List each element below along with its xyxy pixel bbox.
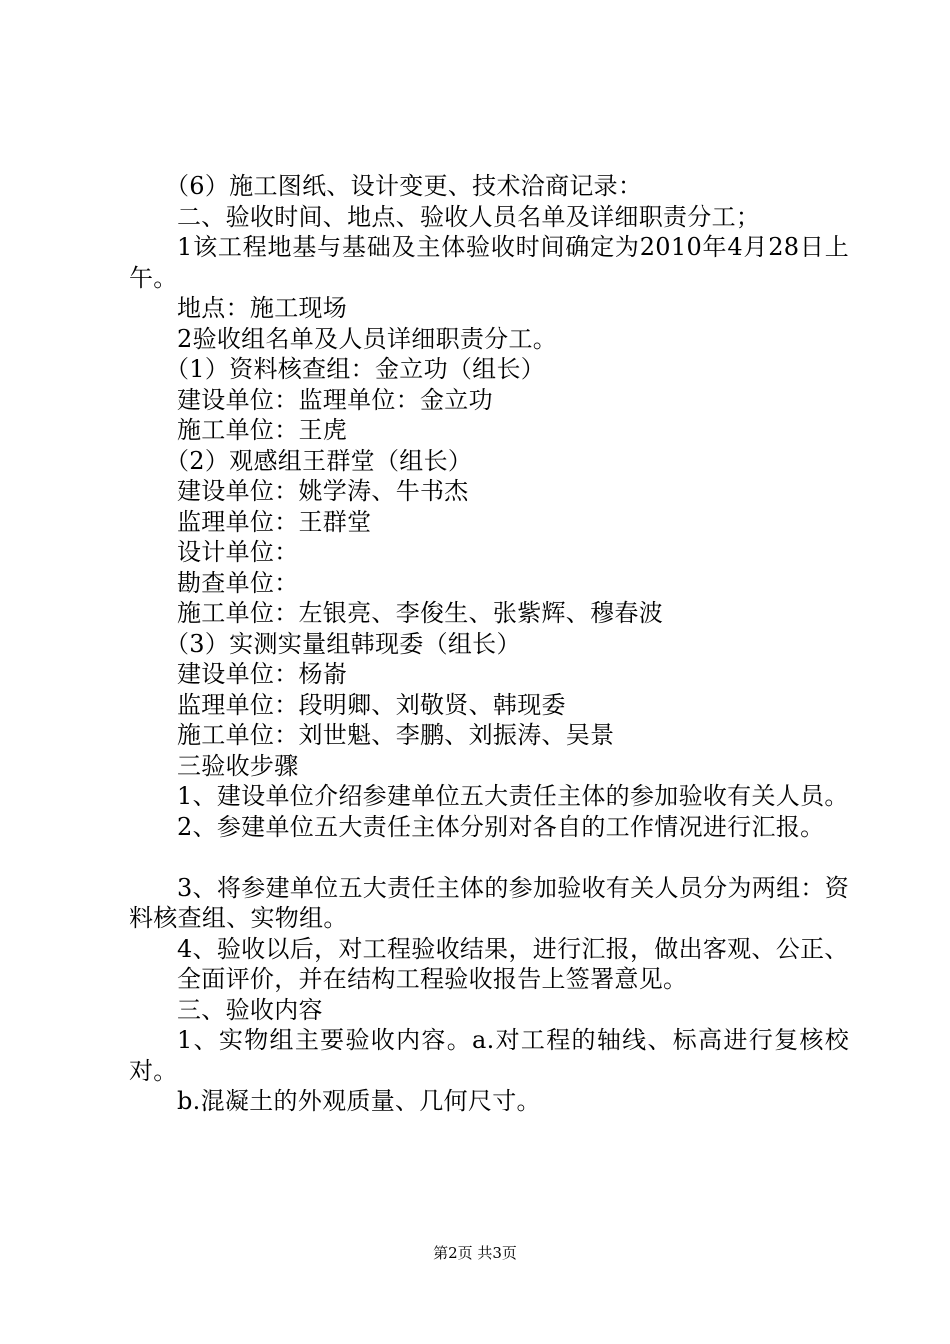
text-line: 建设单位：姚学涛、牛书杰 <box>177 477 469 505</box>
paragraph: 3、将参建单位五大责任主体的参加验收有关人员分为两组：资料核查组、实物组。 <box>129 873 849 932</box>
text-line: 建设单位：杨嵛 <box>177 660 348 688</box>
text-line: （2）观感组王群堂（组长） <box>165 446 473 475</box>
text-line: 建设单位：监理单位：金立功 <box>177 385 493 414</box>
text-line: b.混凝土的外观质量、几何尺寸。 <box>177 1087 541 1115</box>
text-line: 施工单位：刘世魁、李鹏、刘振涛、吴景 <box>177 721 615 749</box>
text-line: 监理单位：王群堂 <box>177 507 372 536</box>
text-line: 地点：施工现场 <box>177 294 348 322</box>
document-body <box>129 171 849 1117</box>
page-footer <box>0 1243 950 1263</box>
text-line: 施工单位：左银亮、李俊生、张紫辉、穆春波 <box>177 599 663 627</box>
text-line: 施工单位：王虎 <box>177 416 348 444</box>
paragraph: 4、验收以后，对工程验收结果，进行汇报，做出客观、公正、 <box>177 934 849 963</box>
paragraph: 1、建设单位介绍参建单位五大责任主体的参加验收有关人员。 <box>177 782 849 810</box>
section-heading: 二、验收时间、地点、验收人员名单及详细职责分工； <box>177 202 761 231</box>
page-number: 第2页 共3页 <box>433 1244 517 1262</box>
text-line: 2、参建单位五大责任主体分别对各自的工作情况进行汇报。 <box>177 812 825 841</box>
text-line: 全面评价，并在结构工程验收报告上签署意见。 <box>177 965 688 993</box>
text-line: 勘查单位： <box>177 568 299 597</box>
text-line: （1）资料核查组：金立功（组长） <box>165 355 546 383</box>
section-heading: 三、验收内容 <box>177 995 323 1024</box>
paragraph: 1、实物组主要验收内容。a.对工程的轴线、标高进行复核校对。 <box>129 1026 849 1085</box>
paragraph: 1该工程地基与基础及主体验收时间确定为2010年4月28日上午。 <box>129 233 849 292</box>
text-line: （6）施工图纸、设计变更、技术洽商记录： <box>165 172 643 200</box>
text-line: 设计单位： <box>177 538 299 566</box>
blank-line <box>129 842 849 873</box>
text-line: 监理单位：段明卿、刘敬贤、韩现委 <box>177 690 566 719</box>
section-heading: 三验收步骤 <box>177 751 299 780</box>
text-line: 2验收组名单及人员详细职责分工。 <box>177 324 558 353</box>
text-line: （3）实测实量组韩现委（组长） <box>165 629 521 658</box>
